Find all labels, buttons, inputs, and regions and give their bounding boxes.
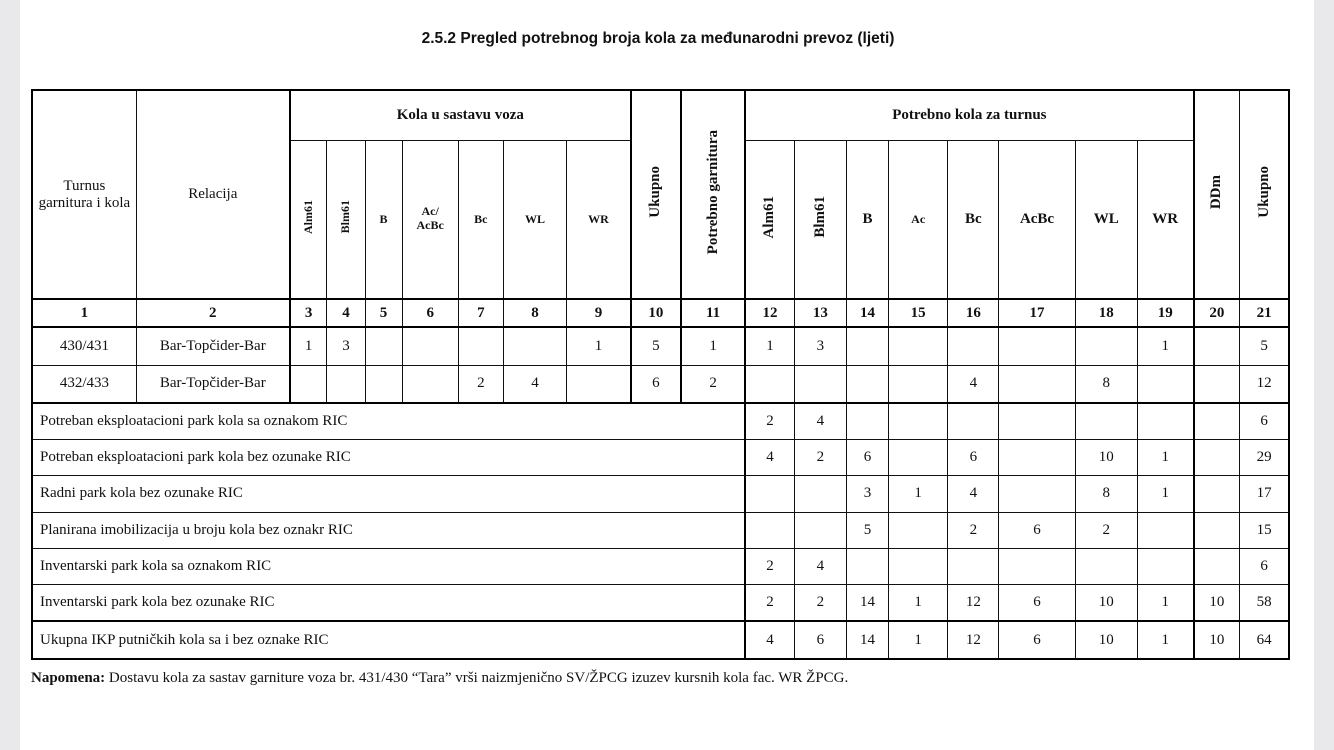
cell-turnus-val [846,365,888,403]
summary-cell [1075,403,1137,439]
header-turnus: Turnus garnitura i kola [32,90,136,299]
cell-kola [290,365,327,403]
cell-kola: 3 [327,327,365,365]
header-turnus-group: Potrebno kola za turnus [745,90,1193,140]
header-turnus-col [745,140,794,299]
header-turnus-col-label: Alm61 [761,195,778,238]
summary-cell [794,475,846,512]
header-turnus-col-label: Blm61 [811,195,828,238]
cell-garnitura: 2 [681,365,745,403]
summary-row [32,439,1289,475]
summary-ddm [1194,439,1240,475]
summary-cell: 6 [999,621,1075,659]
summary-cell [889,439,948,475]
summary-cell: 1 [889,584,948,621]
summary-cell: 10 [1075,439,1137,475]
note-text: Dostavu kola za sastav garniture voza br. 431/430 “Tara” vrši naizmjenično SV/ŽPCG izuzev kursnih kola fac. WR ŽPCG. [105,670,849,686]
summary-cell: 2 [745,548,794,584]
cell-kola [458,327,503,365]
cell-relacija: Bar-Topčider-Bar [136,327,289,365]
cell-turnus-val: 1 [745,327,794,365]
header-ddm [1194,90,1240,299]
summary-cell [999,403,1075,439]
header-ukupno2 [1240,90,1289,299]
column-number: 7 [458,299,503,327]
cell-turnus-val: 4 [948,365,999,403]
summary-cell: 6 [846,439,888,475]
summary-cell: 3 [846,475,888,512]
summary-cell [1137,403,1193,439]
column-number: 17 [999,299,1075,327]
column-number: 16 [948,299,999,327]
summary-cell [889,548,948,584]
summary-cell [1137,548,1193,584]
summary-row [32,548,1289,584]
summary-cell: 5 [846,512,888,548]
column-number: 4 [327,299,365,327]
header-relacija: Relacija [136,90,289,299]
summary-label: Potreban eksploatacioni park kola bez ozunake RIC [32,439,745,475]
summary-cell [745,475,794,512]
header-turnus-col [889,140,948,299]
summary-cell [745,512,794,548]
summary-cell: 1 [1137,584,1193,621]
cell-turnus-val [889,365,948,403]
column-number: 9 [567,299,631,327]
summary-ddm: 10 [1194,584,1240,621]
cell-turnus-val [999,365,1075,403]
cell-kola [327,365,365,403]
cell-turnus-val [846,327,888,365]
summary-ddm [1194,403,1240,439]
wagon-table [31,89,1290,660]
header-turnus-col-label: B [862,210,873,227]
summary-ddm [1194,548,1240,584]
header-ukupno [631,90,681,299]
summary-row [32,621,1289,659]
summary-cell [948,548,999,584]
header-turnus-col [1075,140,1137,299]
header-kola-col-label: WL [524,211,545,226]
summary-label: Planirana imobilizacija u broju kola bez oznakr RIC [32,512,745,548]
summary-cell: 6 [794,621,846,659]
header-turnus-col-label: AcBc [1019,210,1055,227]
column-number: 5 [365,299,402,327]
summary-cell: 1 [1137,475,1193,512]
summary-cell: 1 [889,475,948,512]
summary-cell [999,439,1075,475]
summary-cell [889,512,948,548]
summary-total: 29 [1240,439,1289,475]
header-turnus-col [948,140,999,299]
summary-cell: 2 [794,584,846,621]
column-number: 18 [1075,299,1137,327]
cell-turnus: 430/431 [32,327,136,365]
summary-cell [1075,548,1137,584]
cell-kola: 4 [503,365,566,403]
summary-cell: 2 [1075,512,1137,548]
summary-cell: 8 [1075,475,1137,512]
summary-cell: 6 [948,439,999,475]
cell-ddm [1194,365,1240,403]
cell-turnus-val [1075,327,1137,365]
summary-cell [948,403,999,439]
summary-ddm [1194,475,1240,512]
summary-cell: 12 [948,584,999,621]
cell-turnus-val [794,365,846,403]
summary-cell [846,403,888,439]
header-turnus-col [794,140,846,299]
summary-cell: 2 [948,512,999,548]
summary-cell: 2 [745,584,794,621]
header-kola-col [402,140,458,299]
header-kola-col-label: Alm61 [301,199,316,234]
cell-total: 12 [1240,365,1289,403]
summary-cell [794,512,846,548]
header-kola-col [327,140,365,299]
header-ddm-label: DDm [1208,174,1225,210]
header-kola-col [290,140,327,299]
header-turnus-col-label: Bc [964,210,982,227]
cell-kola [503,327,566,365]
summary-cell: 4 [794,548,846,584]
summary-total: 58 [1240,584,1289,621]
column-number: 21 [1240,299,1289,327]
column-number: 2 [136,299,289,327]
header-turnus-col-label: WL [1093,210,1119,227]
summary-cell: 14 [846,621,888,659]
summary-cell: 2 [745,403,794,439]
column-number: 6 [402,299,458,327]
column-number: 20 [1194,299,1240,327]
cell-turnus: 432/433 [32,365,136,403]
summary-cell: 4 [948,475,999,512]
header-ukupno2-label: Ukupno [1255,166,1272,218]
table-row [32,327,1289,365]
header-kola-group: Kola u sastavu voza [290,90,631,140]
summary-cell: 1 [889,621,948,659]
header-turnus-col-label: WR [1152,210,1179,227]
cell-kola [365,365,402,403]
cell-ukupno: 6 [631,365,681,403]
header-kola-col [365,140,402,299]
header-ukupno-label: Ukupno [647,166,664,218]
cell-turnus-val: 1 [1137,327,1193,365]
summary-cell: 12 [948,621,999,659]
cell-ddm [1194,327,1240,365]
cell-total: 5 [1240,327,1289,365]
cell-kola [402,365,458,403]
header-turnus-col [1137,140,1193,299]
summary-cell: 14 [846,584,888,621]
header-turnus-col-label: Ac [911,211,926,226]
header-kola-col-label: WR [588,211,609,226]
summary-total: 15 [1240,512,1289,548]
cell-turnus-val [1137,365,1193,403]
cell-kola [365,327,402,365]
column-number: 15 [889,299,948,327]
cell-turnus-val: 8 [1075,365,1137,403]
header-kola-col [503,140,566,299]
summary-cell: 4 [794,403,846,439]
column-number: 10 [631,299,681,327]
summary-label: Potreban eksploatacioni park kola sa oznakom RIC [32,403,745,439]
summary-cell [999,475,1075,512]
summary-row [32,584,1289,621]
summary-ddm: 10 [1194,621,1240,659]
cell-relacija: Bar-Topčider-Bar [136,365,289,403]
cell-turnus-val [948,327,999,365]
summary-cell: 4 [745,621,794,659]
header-kola-col [458,140,503,299]
cell-kola: 1 [290,327,327,365]
summary-row [32,475,1289,512]
column-number: 12 [745,299,794,327]
note-label: Napomena: [31,670,106,686]
column-number: 1 [32,299,136,327]
header-kola-col [567,140,631,299]
header-turnus-col [846,140,888,299]
cell-ukupno: 5 [631,327,681,365]
column-number: 19 [1137,299,1193,327]
summary-cell: 10 [1075,584,1137,621]
header-kola-col-label: Bc [474,211,488,226]
cell-turnus-val [889,327,948,365]
summary-cell: 10 [1075,621,1137,659]
summary-label: Radni park kola bez ozunake RIC [32,475,745,512]
cell-turnus-val [745,365,794,403]
summary-cell [1137,512,1193,548]
header-kola-col-label: Blm61 [338,200,353,234]
summary-cell: 2 [794,439,846,475]
cell-kola: 1 [567,327,631,365]
summary-cell: 6 [999,512,1075,548]
summary-label: Ukupna IKP putničkih kola sa i bez oznake RIC [32,621,745,659]
column-number: 13 [794,299,846,327]
summary-total: 6 [1240,403,1289,439]
header-kola-col-label: Ac/ AcBc [416,204,444,233]
cell-kola: 2 [458,365,503,403]
cell-garnitura: 1 [681,327,745,365]
summary-total: 6 [1240,548,1289,584]
summary-cell: 6 [999,584,1075,621]
summary-total: 64 [1240,621,1289,659]
summary-cell: 1 [1137,621,1193,659]
summary-row [32,512,1289,548]
summary-total: 17 [1240,475,1289,512]
page-title: 2.5.2 Pregled potrebnog broja kola za međunarodni prevoz (ljeti) [421,30,895,47]
column-number: 11 [681,299,745,327]
summary-cell [999,548,1075,584]
column-number: 8 [503,299,566,327]
summary-cell [889,403,948,439]
header-kola-col-label: B [379,211,388,226]
summary-cell [846,548,888,584]
header-potrebno-garnitura [681,90,745,299]
summary-label: Inventarski park kola bez ozunake RIC [32,584,745,621]
summary-ddm [1194,512,1240,548]
column-number: 3 [290,299,327,327]
column-number: 14 [846,299,888,327]
summary-cell: 1 [1137,439,1193,475]
note [31,670,848,687]
cell-turnus-val: 3 [794,327,846,365]
table-row [32,365,1289,403]
document-page [20,0,1314,750]
cell-kola [402,327,458,365]
header-turnus-col [999,140,1075,299]
cell-kola [567,365,631,403]
header-potrebno-garnitura-label: Potrebno garnitura [704,129,721,255]
summary-row [32,403,1289,439]
summary-cell: 4 [745,439,794,475]
summary-label: Inventarski park kola sa oznakom RIC [32,548,745,584]
cell-turnus-val [999,327,1075,365]
